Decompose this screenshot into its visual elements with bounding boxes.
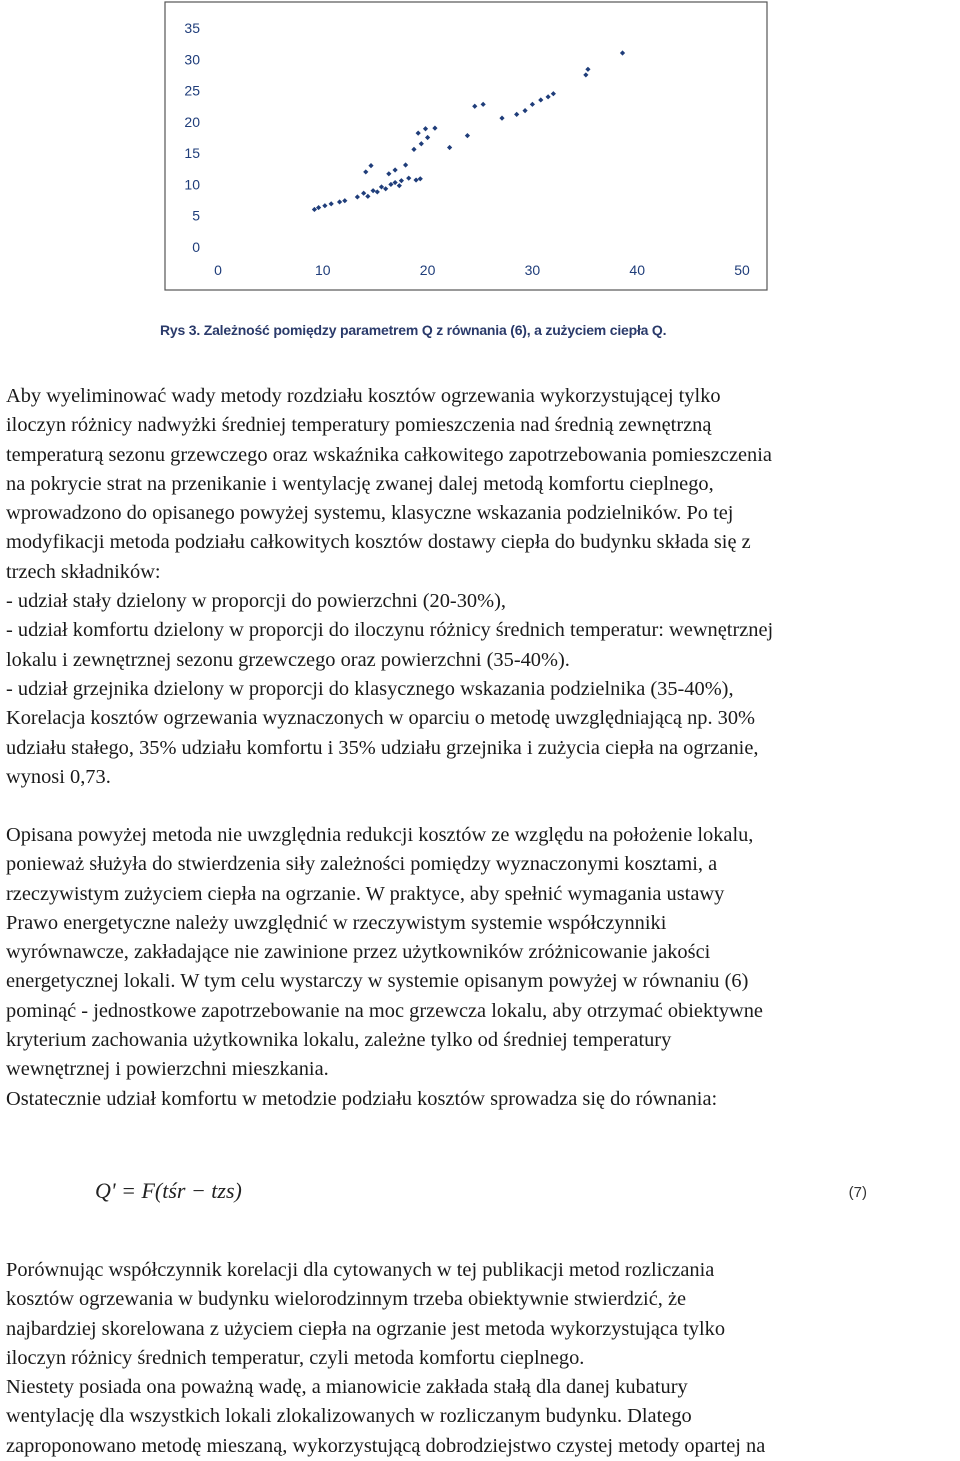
y-tick-label: 0 [192,239,200,255]
y-tick-label: 10 [184,176,200,193]
chart-frame [165,2,767,290]
paragraph-3: Porównując współczynnik korelacji dla cytowanych w tej publikacji metod rozliczania kosztów ogrzewania w budynku wielorodzinnym trzeba obiektywnie stwierdzić, że najbardziej skorelowana z użyciem ciepła na ogrzanie jest metoda wykorzystująca tylko iloczyn różnicy średnich temperatur, czyli metoda komfortu cieplnego. Niestety posiada ona poważną wadę, a mianowicie zakłada stałą dla danej kubatury wentylację dla wszystkich lokali zlokalizowanych w rozliczanym budynku. Dlatego zaproponowano metodę mieszaną, wykorzystującą dobrodziejstwo czystej metody opartej na [6,1259,766,1457]
x-tick-label: 10 [315,262,331,278]
x-tick-label: 50 [734,262,750,278]
y-tick-label: 25 [184,82,200,99]
equation-7 [95,1178,875,1218]
x-tick-label: 30 [524,262,541,278]
x-tick-label: 40 [629,262,645,278]
x-tick-label: 20 [419,262,436,278]
equation-text: Q' = F(tśr − tzs) [95,1178,242,1203]
figure-caption: Rys 3. Zależność pomiędzy parametrem Q z równania (6), a zużyciem ciepła Q. [160,322,667,338]
paragraph-2: Opisana powyżej metoda nie uwzględnia redukcji kosztów ze względu na położenie lokalu, ponieważ służyła do stwierdzenia siły zależności pomiędzy wyznaczonymi kosztami, a rzeczywistym zużyciem ciepła na ogrzanie. W praktyce, aby spełnić wymagania ustawy Prawo energetyczne należy uwzględnić w rzeczywistym systemie współczynniki wyrównawcze, zakładające nie zawinione przez użytkowników zróżnicowanie jakości energetycznej lokali. W tym celu wystarczy w systemie opisanym powyżej w równaniu (6) pominąć - jednostkowe zapotrzebowanie na moc grzewcza lokalu, aby otrzymać obiektywne kryterium zachowania użytkownika lokalu, zależne tylko od średniej temperatury wewnętrznej i powierzchni mieszkania. Ostatecznie udział komfortu w metodzie podziału kosztów sprowadza się do równania: [6,824,763,1110]
paragraph-1: Aby wyeliminować wady metody rozdziału kosztów ogrzewania wykorzystującej tylko iloczyn różnicy nadwyżki średniej temperatury pomieszczenia nad średnią zewnętrzną temperaturą sezonu grzewczego oraz wskaźnika całkowitego zapotrzebowania pomieszczenia na pokrycie strat na przenikanie i wentylację zwanej dalej metodą komfortu cieplnego, wprowadzono do opisanego powyżej systemu, klasyczne wskazania podzielników. Po tej modyfikacji metoda podziału całkowitych kosztów dostawy ciepła do budynku składa się z trzech składników: - udział stały dzielony w proporcji do powierzchni (20-30%), - udział komfortu dzielony w proporcji do iloczynu różnicy średnich temperatur: wewnętrznej lokalu i zewnętrznej sezonu grzewczego oraz powierzchni (35-40%). - udział grzejnika dzielony w proporcji do klasycznego wskazania podzielnika (35-40%), Korelacja kosztów ogrzewania wyznaczonych w oparciu o metodę uwzględniającą np. 30% udziału stałego, 35% udziału komfortu i 35% udziału grzejnika i zużycia ciepła na ogrzanie, wynosi 0,73. [6,385,774,788]
x-tick-label: 0 [214,262,222,278]
y-tick-label: 15 [184,145,200,162]
scatter-chart [150,0,810,310]
y-tick-label: 35 [184,20,200,36]
equation-number: (7) [848,1184,867,1201]
y-tick-label: 30 [184,51,200,68]
y-tick-label: 5 [192,207,200,224]
scatter-figure [150,0,810,350]
y-tick-label: 20 [184,113,200,130]
